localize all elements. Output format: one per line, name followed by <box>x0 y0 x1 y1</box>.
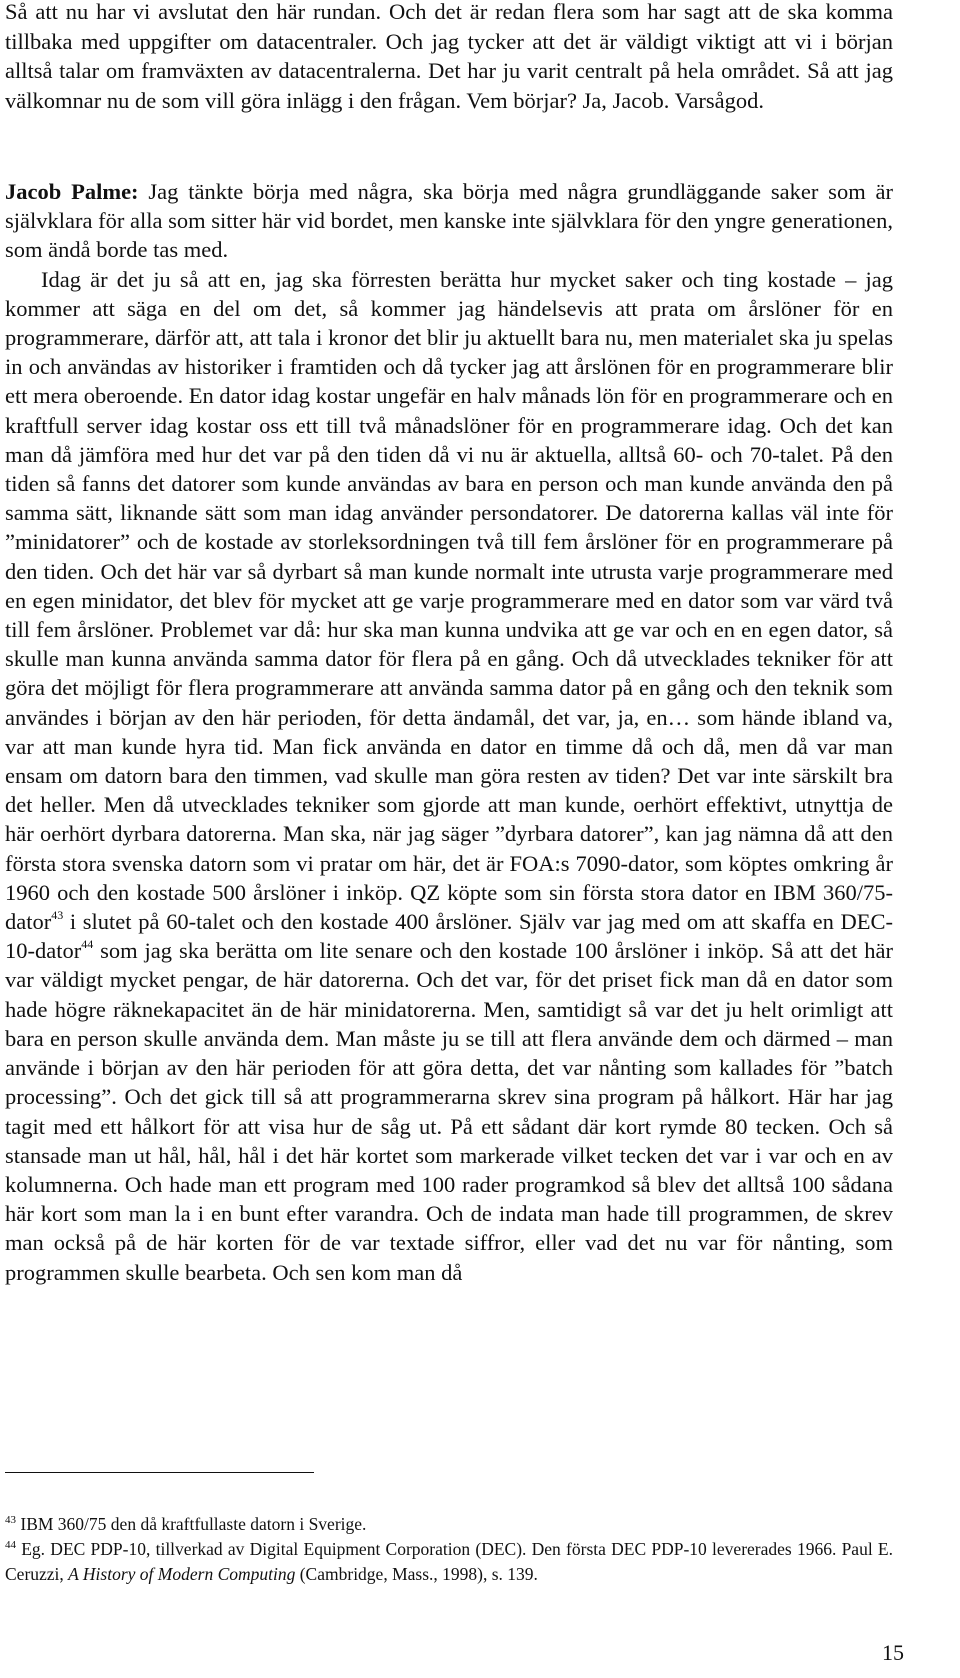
intro-paragraph: Så att nu har vi avslutat den här rundan. Och det är redan flera som har sagt att de ska komma tillbaka med uppgifter om datacentraler. Och jag tycker att det är väldigt viktigt att vi i början alltså talar om framväxten av datacentralerna. Det har ju varit centralt på hela området. Så att jag välkomnar nu de som vill göra inlägg i den frågan. Vem börjar? Ja, Jacob. Varsågod. <box>5 0 893 113</box>
footnote-44-text-a: Eg. DEC PDP-10, tillverkad av Digital Equipment Corporation (DEC). Den första DEC PDP-10 levererades 1966. Paul E. Ceruzzi, <box>5 1539 893 1584</box>
speech-second-paragraph <box>5 265 893 1287</box>
speech-block <box>5 177 893 1287</box>
speech-first-text: Jag tänkte börja med några, ska börja med några grundläggande saker som är självklara för alla som sitter här vid bordet, men kanske inte självklara för den yngre generationen, som ändå borde tas med. <box>5 179 894 263</box>
footnote-44-text-b: (Cambridge, Mass., 1998), s. 139. <box>295 1564 538 1584</box>
speech-first-paragraph <box>5 177 893 265</box>
footnote-mark-43: 43 <box>5 1514 16 1526</box>
footnotes <box>5 1512 893 1587</box>
footnote-ref-44: 44 <box>81 937 94 952</box>
speech-text-b: i slutet på 60-talet och den kostade 400 årslöner. Själv var jag med om att skaffa en DEC-10-dator <box>5 909 893 964</box>
speaker-name: Jacob Palme: <box>5 179 139 204</box>
footnote-ref-43: 43 <box>51 908 64 923</box>
footnote-43 <box>5 1512 893 1537</box>
footnote-43-text: IBM 360/75 den då kraftfullaste datorn i Sverige. <box>16 1514 367 1534</box>
speech-text-a: Idag är det ju så att en, jag ska förresten berätta hur mycket saker och ting kostade – jag kommer att säga en del om det, så kommer jag händelsevis att prata om årslöner för en programmerare, därför att, att tala i kronor det blir ju aktuellt bara nu, men materialet ska ju spelas in och användas av historiker i framtiden och då tycker jag att årslönen för en programmerare blir ett mera oberoende. En dator idag kostar ungefär en halv månads lön för en programmerare och en kraftfull server idag kostar oss ett till två månadslöner för en programmerare idag. Och det kan man då jämföra med hur det var på den tiden då vi nu är aktuella, alltså 60- och 70-talet. På den tiden så fanns det datorer som kunde användas av bara en person och man kunde använda den på samma sätt, liknande sätt som man idag använder persondatorer. De datorerna kallas väl inte för ”minidatorer” och de kostade av storleksordningen två till fem årslöner för en programmerare på den tiden. Och det här var så dyrbart så man kunde normalt inte utrusta varje programmerare med en egen minidator, det blev för mycket att ge varje programmerare med en dator som var värd två till fem årslöner. Problemet var då: hur ska man kunna undvika att ge var och en en egen dator, så skulle man kunna använda samma dator för flera på en gång. Och då utvecklades tekniker för att göra det möjligt för flera programmerare att använda samma dator på en gång och den teknik som användes i början av den här perioden, för detta ändamål, det var, ja, en… som hände ibland va, var att man kunde hyra tid. Man fick använda en dator en timme då och då, men då var man ensam om datorn bara den timmen, vad skulle man göra resten av tiden? Det var inte särskilt bra det heller. Men då utvecklades tekniker som gjorde att man kunde, oerhört effektivt, utnyttja de här oerhört dyrbara datorerna. Man ska, när jag säger ”dyrbara datorer”, kan jag nämna då att den första stora svenska datorn som vi pratar om här, det är FOA:s 7090-dator, som köptes omkring år 1960 och den kostade 500 årslöner i inköp. QZ köpte som sin första stora dator en IBM 360/75-dator <box>5 266 893 935</box>
footnote-44-book-title: A History of Modern Computing <box>68 1564 296 1584</box>
footnote-separator <box>5 1472 314 1473</box>
page-number: 15 <box>882 1640 904 1665</box>
footnote-mark-44: 44 <box>5 1539 16 1551</box>
footnote-44 <box>5 1537 893 1587</box>
speech-text-c: som jag ska berätta om lite senare och den kostade 100 årslöner i inköp. Så att det här var väldigt mycket pengar, de här datorerna. Och det var, för det priset fick man då en dator som hade högre räknekapacitet än de här minidatorerna. Men, samtidigt så var det ju helt orimligt att bara en person skulle använda dem. Man måste ju se till att flera använde dem och därmed – man använde i början av den här perioden för att göra detta, det var nånting som kallades för ”batch processing”. Och det gick till så att programmerarna skrev sina program på hålkort. Här har jag tagit med ett hålkort för att visa hur de såg ut. På ett sådant där kort rymde 80 tecken. Och så stansade man ut hål, hål, hål i det här kortet som markerade vilket tecken det var i var och en av kolumnerna. Och hade man ett program med 100 rader programkod så blev det alltså 100 sådana här kort som man la i en bunt efter varandra. Och de indata man hade till programmen, de skrev man också på de här korten för de var textade siffror, eller vad det nu var för nånting, som programmen skulle bearbeta. Och sen kom man då <box>5 938 893 1285</box>
